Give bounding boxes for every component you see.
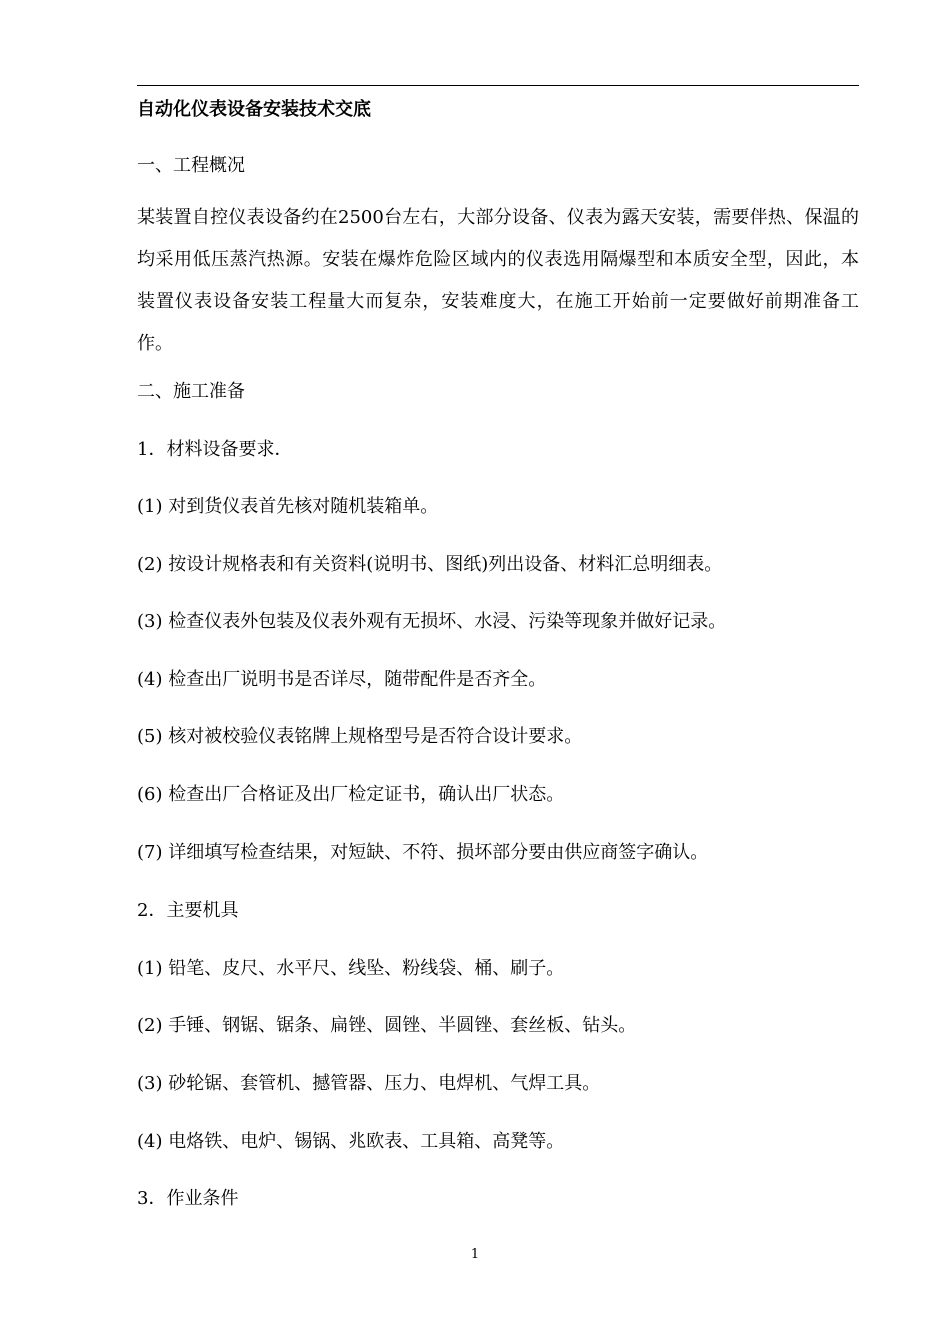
list-item: (3) 检查仪表外包装及仪表外观有无损坏、水浸、污染等现象并做好记录。 bbox=[137, 611, 727, 632]
list-item: (1) 对到货仪表首先核对随机装箱单。 bbox=[137, 496, 439, 517]
section-2-heading: 二、施工准备 bbox=[137, 381, 245, 402]
list-item: (5) 核对被校验仪表铭牌上规格型号是否符合设计要求。 bbox=[137, 726, 583, 747]
section-1-paragraph bbox=[137, 206, 859, 374]
paragraph-line: 某装置自控仪表设备约在2500台左右，大部分设备、仪表为露天安装，需要伴热、保温的 bbox=[137, 207, 859, 228]
list-item: (1) 铅笔、皮尺、水平尺、线坠、粉线袋、桶、刷子。 bbox=[137, 958, 565, 979]
list-item: (2) 手锤、钢锯、锯条、扁锉、圆锉、半圆锉、套丝板、钻头。 bbox=[137, 1015, 637, 1036]
paragraph-line: 作。 bbox=[137, 333, 173, 354]
list-item: (4) 电烙铁、电炉、锡锅、兆欧表、工具箱、高凳等。 bbox=[137, 1131, 565, 1152]
paragraph-line: 装置仪表设备安装工程量大而复杂，安装难度大，在施工开始前一定要做好前期准备工 bbox=[137, 291, 859, 312]
document-title: 自动化仪表设备安装技术交底 bbox=[137, 99, 371, 120]
header-rule bbox=[137, 85, 859, 86]
page-number: 1 bbox=[470, 1247, 480, 1262]
subsection-1-heading: 1．材料设备要求． bbox=[137, 439, 293, 460]
list-item: (2) 按设计规格表和有关资料(说明书、图纸)列出设备、材料汇总明细表。 bbox=[137, 554, 723, 575]
list-item: (7) 详细填写检查结果，对短缺、不符、损坏部分要由供应商签字确认。 bbox=[137, 842, 709, 863]
list-item: (6) 检查出厂合格证及出厂检定证书，确认出厂状态。 bbox=[137, 784, 565, 805]
subsection-2-heading: 2．主要机具 bbox=[137, 900, 239, 921]
list-item: (4) 检查出厂说明书是否详尽，随带配件是否齐全。 bbox=[137, 669, 547, 690]
section-1-heading: 一、工程概况 bbox=[137, 155, 245, 176]
paragraph-line: 均采用低压蒸汽热源。安装在爆炸危险区域内的仪表选用隔爆型和本质安全型，因此，本 bbox=[137, 249, 859, 270]
subsection-3-heading: 3．作业条件 bbox=[137, 1188, 239, 1209]
list-item: (3) 砂轮锯、套管机、撼管器、压力、电焊机、气焊工具。 bbox=[137, 1073, 601, 1094]
